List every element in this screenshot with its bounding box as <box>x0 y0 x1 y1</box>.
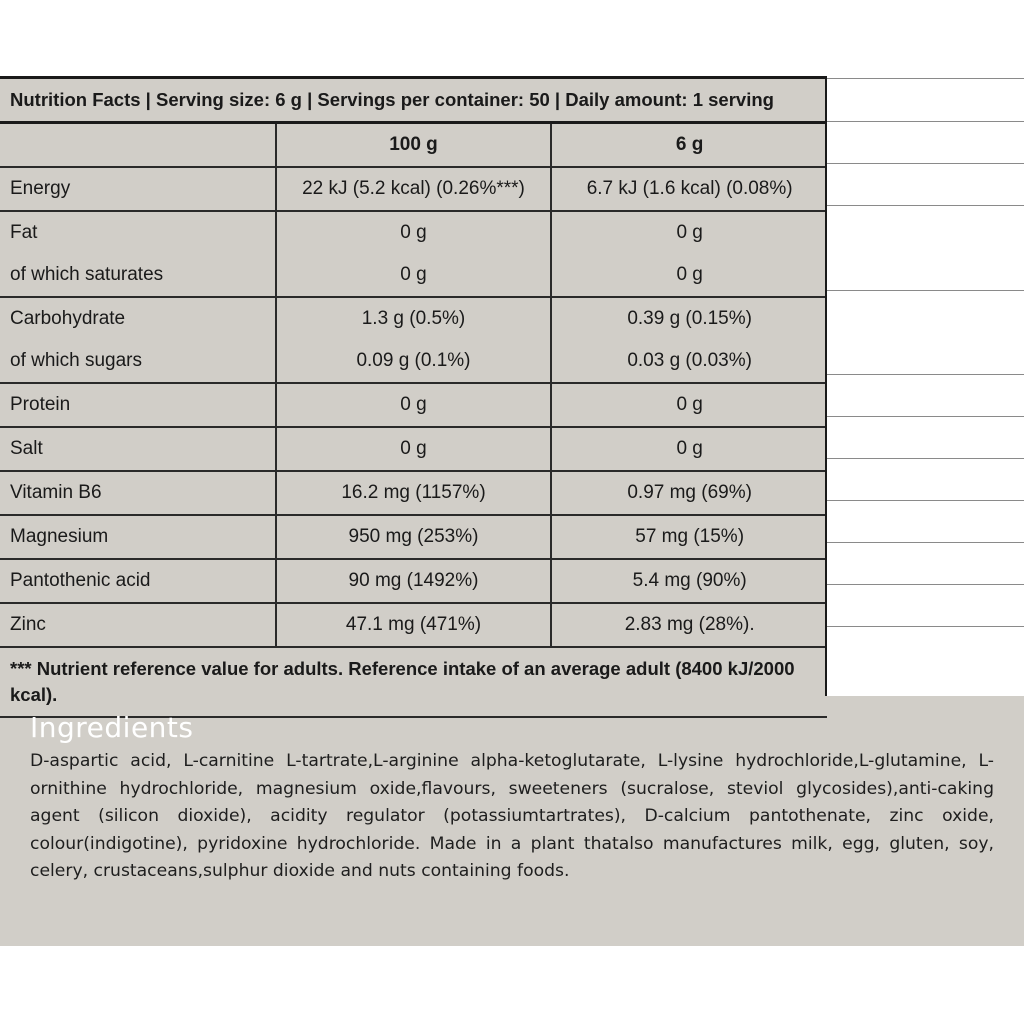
nutrient-name: Energy <box>0 167 276 211</box>
divider <box>827 626 1024 627</box>
divider <box>827 500 1024 501</box>
value-per-serving: 0.39 g (0.15%) <box>551 297 827 340</box>
nutrient-name: Protein <box>0 383 276 427</box>
divider <box>827 584 1024 585</box>
value-per-serving: 57 mg (15%) <box>551 515 827 559</box>
ingredients-text: D-aspartic acid, L-carnitine L-tartrate,L-arginine alpha-ketoglutarate, L-lysine hydrochloride,L-glutamine, L-ornithine hydrochloride, magnesium oxide,flavours, sweeteners (sucralose, steviol glycosides),anti-caking agent (silicon dioxide), acidity regulator (potassiumtartrates), D-calcium pantothenate, zinc oxide, colour(indigotine), pyridoxine hydrochloride. Made in a plant thatalso manufactures milk, egg, gluten, soy, celery, crustaceans,sulphur dioxide and nuts containing foods. <box>30 751 994 881</box>
value-per-serving: 6.7 kJ (1.6 kcal) (0.08%) <box>551 167 827 211</box>
header-per-100g: 100 g <box>276 123 552 168</box>
ingredients-section <box>30 710 994 886</box>
nutrient-name: Vitamin B6 <box>0 471 276 515</box>
value-per-100g: 0 g <box>276 211 552 254</box>
value-per-serving: 2.83 mg (28%). <box>551 603 827 647</box>
header-per-serving: 6 g <box>675 134 704 155</box>
table-title-row <box>0 78 827 123</box>
table-row <box>0 211 827 254</box>
divider <box>827 78 1024 79</box>
table-row <box>0 603 827 647</box>
value-per-100g: 47.1 mg (471%) <box>276 603 552 647</box>
table-row <box>0 559 827 603</box>
nutrition-title: Nutrition Facts | Serving size: 6 g | Servings per container: 50 | Daily amount: 1 serving <box>0 78 827 123</box>
value-per-serving: 0 g <box>551 211 827 254</box>
value-per-serving: 5.4 mg (90%) <box>551 559 827 603</box>
nutrient-reference-footnote: *** Nutrient reference value for adults. Reference intake of an average adult (8400 kJ/2000 kcal). <box>0 647 827 717</box>
value-per-100g: 1.3 g (0.5%) <box>276 297 552 340</box>
blank-right-column <box>827 76 1024 696</box>
divider <box>827 121 1024 122</box>
table-row <box>0 427 827 471</box>
value-per-100g: 0 g <box>276 427 552 471</box>
table-row <box>0 515 827 559</box>
table-row <box>0 254 827 297</box>
value-per-serving: 0.03 g (0.03%) <box>627 350 752 371</box>
column-header-row <box>0 123 827 168</box>
divider <box>827 458 1024 459</box>
value-per-100g: 22 kJ (5.2 kcal) (0.26%***) <box>276 167 552 211</box>
value-per-100g: 90 mg (1492%) <box>276 559 552 603</box>
nutrient-name: Zinc <box>0 603 276 647</box>
nutrient-name: Magnesium <box>0 515 276 559</box>
divider <box>827 290 1024 291</box>
nutrient-name: of which saturates <box>0 254 276 297</box>
table-row <box>0 340 827 383</box>
table-row <box>0 297 827 340</box>
nutrient-name: Pantothenic acid <box>0 559 276 603</box>
nutrient-name: of which sugars <box>0 340 276 383</box>
divider <box>827 542 1024 543</box>
value-per-serving: 0 g <box>551 383 827 427</box>
ingredients-heading: Ingredients <box>30 711 194 744</box>
value-per-100g: 950 mg (253%) <box>276 515 552 559</box>
divider <box>827 374 1024 375</box>
table-row <box>0 383 827 427</box>
nutrition-facts-table <box>0 76 827 718</box>
value-per-serving: 0.97 mg (69%) <box>551 471 827 515</box>
value-per-serving: 0 g <box>551 427 827 471</box>
table-row <box>0 471 827 515</box>
nutrient-name: Carbohydrate <box>0 297 276 340</box>
table-row <box>0 167 827 211</box>
nutrient-name: Salt <box>0 427 276 471</box>
value-per-serving: 0 g <box>676 264 703 285</box>
footnote-row <box>0 647 827 717</box>
nutrient-name: Fat <box>0 211 276 254</box>
value-per-100g: 0 g <box>276 383 552 427</box>
divider <box>827 416 1024 417</box>
value-per-100g: 0 g <box>276 254 552 297</box>
divider <box>827 205 1024 206</box>
divider <box>827 163 1024 164</box>
table-right-border <box>825 76 827 696</box>
value-per-100g: 0.09 g (0.1%) <box>276 340 552 383</box>
header-nutrient <box>0 123 276 168</box>
value-per-100g: 16.2 mg (1157%) <box>276 471 552 515</box>
